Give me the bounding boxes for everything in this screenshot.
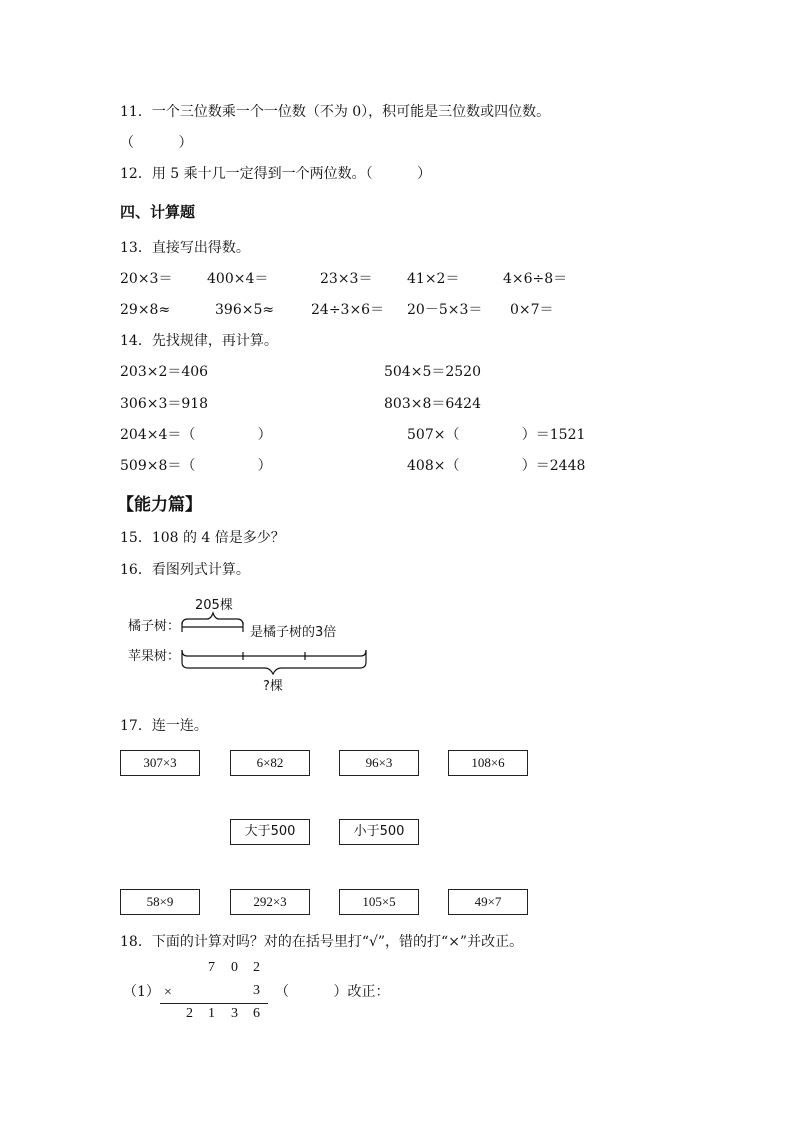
- q13-item: 29×8≈: [120, 302, 171, 318]
- q13-text: 13．直接写出得数。: [120, 240, 250, 256]
- q13-item: 24÷3×6＝: [311, 302, 385, 318]
- multiplicand-digit: 2: [253, 960, 260, 975]
- q14-right-item[interactable]: 408×（ ）＝2448: [407, 458, 586, 474]
- q16-row1-label: 橘子树：: [128, 619, 181, 634]
- q17-category-box[interactable]: 大于500: [230, 819, 310, 845]
- q16-row2-label: 苹果树：: [128, 649, 181, 664]
- section-title-ability: 【能力篇】: [117, 495, 202, 515]
- q11-text: 11．一个三位数乘一个一位数（不为 0），积可能是三位数或四位数。: [120, 104, 551, 120]
- q13-item: 20－5×3＝: [407, 302, 483, 318]
- result-line: [160, 1003, 268, 1004]
- multiply-sign: ×: [164, 985, 172, 1000]
- q14-right-item: 504×5＝2520: [384, 364, 481, 380]
- q17-bottom-box[interactable]: 58×9: [120, 889, 200, 915]
- q16-text: 16．看图列式计算。: [120, 562, 250, 578]
- product-digit: 6: [253, 1006, 260, 1021]
- multiplicand-digit: 0: [231, 960, 238, 975]
- q13-item: 0×7＝: [510, 302, 554, 318]
- q14-left-item[interactable]: 204×4＝（ ）: [120, 427, 272, 443]
- q14-text: 14．先找规律，再计算。: [120, 333, 278, 349]
- multiplier-digit: 3: [253, 983, 260, 998]
- product-digit: 1: [208, 1006, 215, 1021]
- q13-item: 41×2＝: [407, 271, 460, 287]
- multiplicand-digit: 7: [208, 960, 215, 975]
- q16-line-diagram: [125, 592, 385, 702]
- q14-left-item: 306×3＝918: [120, 396, 209, 412]
- q16-relation-label: 是橘子树的3倍: [250, 625, 337, 640]
- product-digit: 2: [186, 1006, 193, 1021]
- q17-top-box[interactable]: 108×6: [448, 750, 528, 776]
- q13-item: 400×4＝: [207, 271, 269, 287]
- section-title-calculation: 四、计算题: [120, 203, 196, 221]
- q18-answer-blank[interactable]: （ ）改正：: [275, 984, 390, 1000]
- q13-item: 4×6÷8＝: [503, 271, 568, 287]
- q14-left-item[interactable]: 509×8＝（ ）: [120, 458, 272, 474]
- q13-item: 20×3＝: [120, 271, 173, 287]
- q17-top-box[interactable]: 6×82: [230, 750, 310, 776]
- q14-right-item: 803×8＝6424: [384, 396, 481, 412]
- q17-text: 17．连一连。: [120, 718, 208, 734]
- q14-right-item[interactable]: 507×（ ）＝1521: [407, 427, 586, 443]
- q17-bottom-box[interactable]: 49×7: [448, 889, 528, 915]
- q18-sub-label: （1）: [123, 984, 160, 1000]
- q15-text: 15．108 的 4 倍是多少？: [120, 530, 285, 546]
- q17-bottom-box[interactable]: 105×5: [339, 889, 419, 915]
- q17-top-box[interactable]: 307×3: [120, 750, 200, 776]
- q16-diagram-lines: [125, 592, 385, 702]
- q17-category-box[interactable]: 小于500: [339, 819, 419, 845]
- q16-bottom-label: ?棵: [263, 679, 283, 694]
- q14-left-item: 203×2＝406: [120, 364, 209, 380]
- q18-vertical-multiplication: [120, 958, 600, 1028]
- q13-item: 396×5≈: [215, 302, 275, 318]
- q12-text: 12．用 5 乘十几一定得到一个两位数。（ ）: [120, 166, 432, 182]
- q13-item: 23×3＝: [320, 271, 373, 287]
- q18-text: 18．下面的计算对吗？对的在括号里打“√”，错的打“×”并改正。: [120, 934, 524, 950]
- q17-top-box[interactable]: 96×3: [339, 750, 419, 776]
- product-digit: 3: [231, 1006, 238, 1021]
- q11-answer-blank[interactable]: （ ）: [120, 135, 193, 151]
- q16-top-label: 205棵: [195, 598, 233, 613]
- q17-bottom-box[interactable]: 292×3: [230, 889, 310, 915]
